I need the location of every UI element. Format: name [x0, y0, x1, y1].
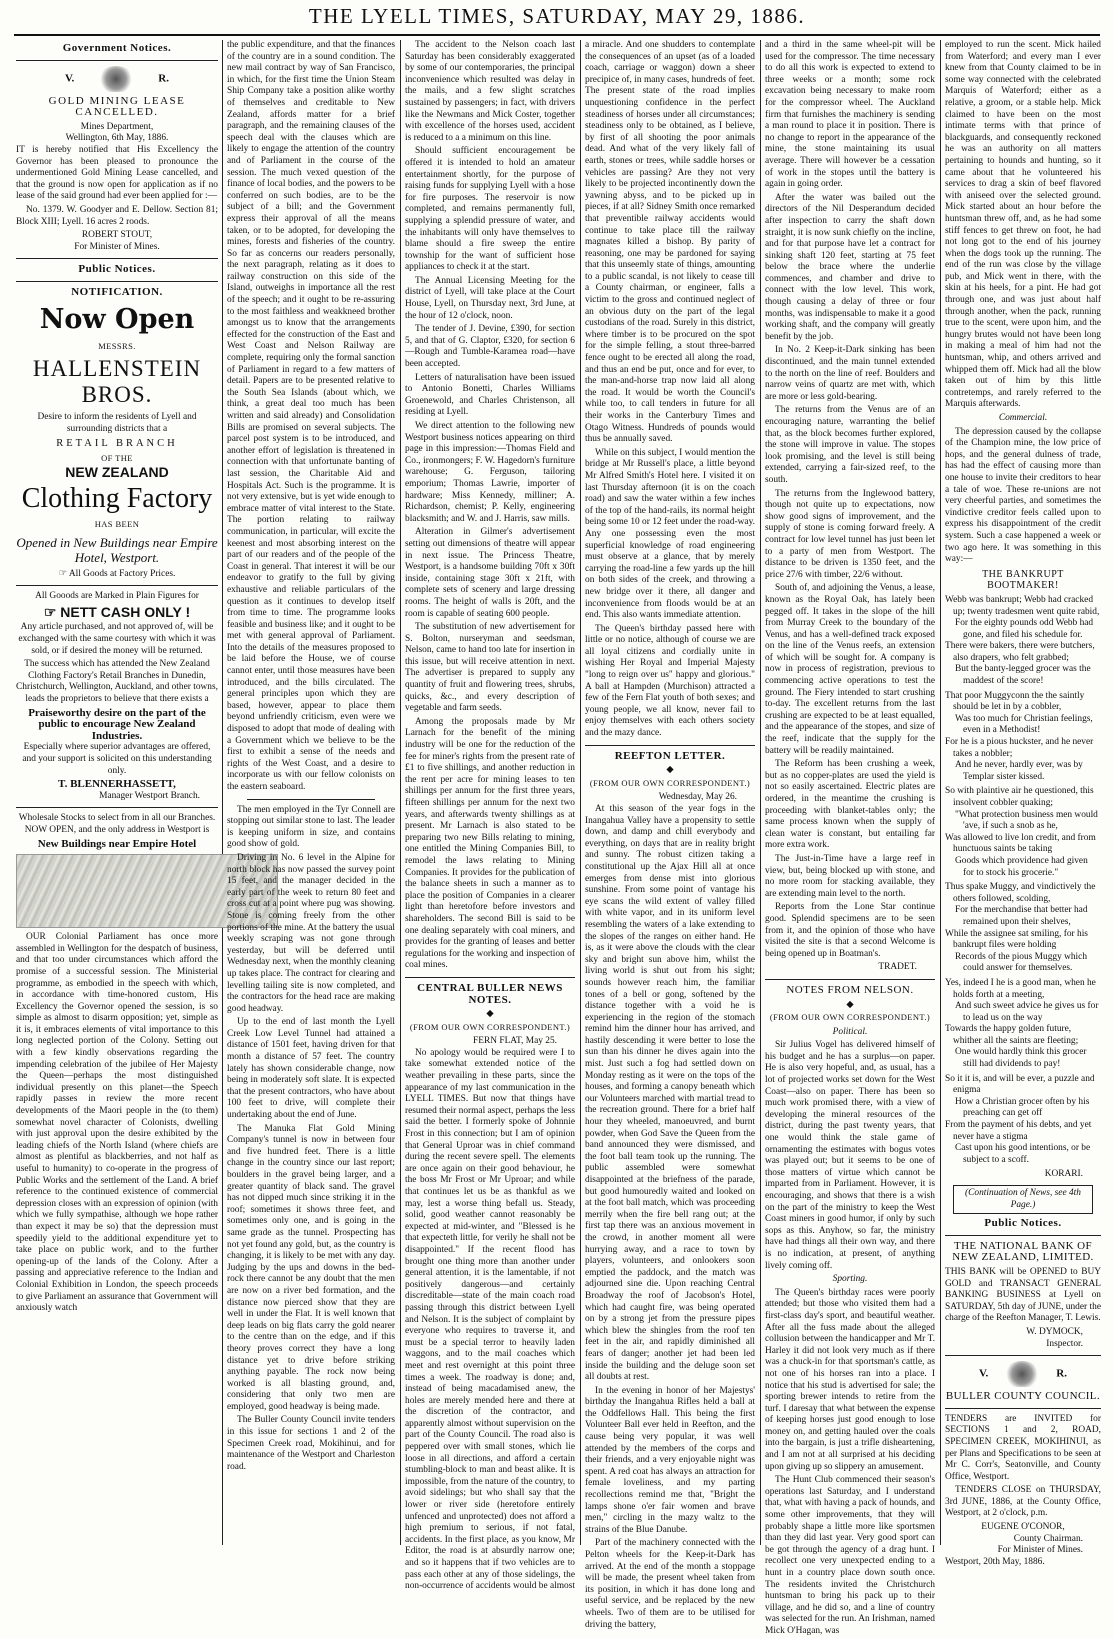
- mines-dept: Mines Department,: [80, 121, 154, 132]
- bank-heading: THE NATIONAL BANK OF NEW ZEALAND, LIMITED.: [952, 1239, 1094, 1264]
- royal-crest: [16, 66, 218, 92]
- government-notices-header: Government Notices.: [62, 42, 172, 54]
- crest-letter-v: V.: [979, 1367, 989, 1380]
- tyr-connell-item: The men employed in the Tyr Connell are stopping out similar stone to last. The leader is keeping uniform in size, and contains good show of gold.: [227, 804, 395, 850]
- royal-crest-2: [945, 1361, 1101, 1387]
- poem-line: While the assignee sat smiling, for his bankrupt files were holding: [945, 928, 1088, 951]
- praiseworthy-text: Praiseworthy desire on the part of the public to encourage New Zealand Industries.: [28, 706, 206, 742]
- chairman-date: Westport, 20th May, 1886.: [945, 1556, 1045, 1567]
- manager-name: T. BLENNERHASSETT,: [58, 778, 176, 791]
- hunt-body: The Hunt Club commenced their season's operations last Saturday, and I understand that, what with having a pack of hounds, and some other improvements, that they will probably shape a little more like sportsmen than they did last year. Very good sport can be got through the agency of a drag hunt. I recollect one very unexpected ending to a hunt in a country place down south once. The residents invited the Christchurch huntsman to bring his pack up to their village, and he did so, and a line of country was selected for the run. An Irishman, named Mick O'Hagan, was: [765, 1475, 935, 1636]
- column-rule: [760, 40, 761, 1545]
- column-5: [765, 40, 935, 1636]
- poem-line: Was allowed to live lon credit, and from hunctuous saints be taking: [945, 832, 1096, 855]
- has-been-label: HAS BEEN: [94, 519, 140, 530]
- column-1: [16, 40, 218, 1545]
- poem-line: How a Christian grocer often by his preaching can get off: [955, 1096, 1090, 1119]
- central-buller-continued: a miracle. And one shudders to contemplate the consequences of an upset (as of a loaded coach, carriage or waggon) down a sheer precipice of, in many cases, hundreds of feet. The present state of the road implies unquestioning confidence in the perfect steadiness of horses under all circumstances; steadiness only to be obtained, as I believe, by first of all shooting the poor animals dead. And what of the very likely fall of earth, stones or trees, while saddle horses or vehicles are passing? Are they not very likely to be projected incontinently down the yawning abyss, and to be picked up in pieces, if at all? Sidney Smith once remarked that preventible railway accidents would continue to take place till the railway magnates killed a bishop. By parity of reasoning, one may be pardoned for saying that this unseemly state of things, amounting to a public scandal, is not likely to cease till a County chairman, or engineer, falls a victim to the gross and continued neglect of an obvious duty on the part of the legal custodians of the road. Surely in this district, where timber is to be procured on the spot for the simple felling, a stout three-barred fence ought to be erected all along the road, and thus an end be put, once and for ever, to the man-and-horse trap now laid all along the road. It would be worth the Council's while too, to call tenders in future for all their works in the Canterbury Times and Otago Witness. Hundreds of pounds would thus be annually saved.: [585, 40, 755, 445]
- divider: [16, 807, 218, 808]
- chairman-name: EUGENE O'CONOR,: [981, 1522, 1065, 1533]
- new-zealand-heading: NEW ZEALAND: [65, 464, 169, 481]
- council-heading: BULLER COUNTY COUNCIL.: [945, 1390, 1101, 1403]
- divider: [405, 977, 575, 978]
- manager-title: Manager Westport Branch.: [99, 790, 200, 801]
- nelson-heading: NOTES FROM NELSON.: [786, 983, 914, 996]
- masthead: THE LYELL TIMES, SATURDAY, MAY 29, 1886.: [308, 4, 806, 28]
- tenders-body: TENDERS are INVITED for SECTIONS 1 and 2, ROAD, SPECIMEN CREEK, MOKIHINUI, as per Plans and Specifications to be seen at Mr C. Corr's, Seatonville, and County Office, Westport.: [945, 1413, 1101, 1482]
- returns-policy: Any article purchased, and not approved of, will be exchanged with the same courtesy with which it was sold, or if desired the money will be returned.: [18, 622, 216, 656]
- poem-line: That poor Muggyconn the the saintly should be let in by a cobbler,: [945, 690, 1085, 713]
- ornament: ◆: [666, 765, 674, 776]
- poem-line: Records of the pious Muggy which could answer for themselves.: [955, 951, 1088, 974]
- masthead-rule: [14, 34, 1100, 36]
- column-4: [585, 40, 755, 1630]
- crest-icon: [98, 66, 134, 92]
- bank-signatory: W. DYMOCK,: [1026, 1326, 1083, 1337]
- poem-line: But the banty-legged grocer was the maddest of the score!: [955, 664, 1091, 687]
- column-rule: [580, 40, 581, 1545]
- gold-lease-title: GOLD MINING LEASE CANCELLED.: [48, 94, 186, 119]
- column-6: [945, 40, 1101, 1567]
- reefton-heading: REEFTON LETTER.: [614, 749, 726, 762]
- nelson-coach-item: The accident to the Nelson coach last Saturday has been considerably exaggerated by some of our contemporaries, the principal inconvenience which resulted was delay in the mails, and a few slight scratches sustained by passengers; in fact, with drivers like the Newmans and Mick Coster, together with excellence of the horses used, accident is reduced to a a minimum on this line.: [405, 40, 575, 143]
- poem-line: From the payment of his debts, and yet never have a stigma: [945, 1120, 1092, 1142]
- chairman-title: County Chairman.: [1013, 1533, 1083, 1544]
- central-buller-dateline: FERN FLAT, May 25.: [473, 1036, 557, 1047]
- reefton-body: At this season of the year fogs in the Inangahua Valley have a propensity to settle down, and damp and chill everybody and everything, on days that are in reality bright and sunny. The robust citizen taking a constitutional up the Ajax Hill all at once emerges from dense mist into glorious sunshine. From some point of vantage his eye scans the wild extent of valley filled with white vapor, and in its uniform level resembling the waters of a lake extending to the slopes of the ranges on either hand. He is, as it were above the clouds with the clear sky and bright sun above him, whilst the living world is shut out from his sight; sounds however reach him, the familiar tones of a bell or gong, softened by the distance together with a void he is experiencing in the region of the stomach remind him the dinner hour has arrived, and hastily descending it were better to lose the sun than his dinner he dives again into the mist. Just such a fog had settled down on Monday resting as it were on the tops of the houses, and forming a canopy beneath which our Volunteers marched with martial tread to the recreation ground. There for a brief half hour they wheeled, manoeuvred, and burnt powder, when God Save the Queen from the band announced they were dismissed, and the foot ball team took up the running. The public assembled were somewhat disappointed at the briefness of the parade, but good humouredly waited and looked on at the foot ball match, which was proceeding merrily when the fire bell rang out; at the first tap there was an anxious movement in the crowd, in another moment all were hurrying away, and a race to town by players, volunteers, and onlookers soon emptied the paddock, and the match was adjourned sine die. Upon reaching Central Broadway the roof of Jacobson's Hotel, which had caught fire, was being operated on by a strong jet from the pressure pipes which blew the shingles from the roof ten feet in the air, and rapidly diminished all fears of danger; another jet had been led inside the building and the deluge soon set all doubts at rest.: [585, 804, 755, 1383]
- reefton-dateline: Wednesday, May 26.: [658, 792, 737, 803]
- tender-accepted-item: The tender of J. Devine, £390, for section 5, and that of G. Claptor, £320, for section 6—Rough and Tumble-Karamea road—have been accepted.: [405, 324, 575, 370]
- poem-line: Webb was bankrupt; Webb had cracked up; twenty tradesmen went quite rabid,: [945, 594, 1100, 617]
- divider: [16, 585, 218, 586]
- royal-oak-item: South of, and adjoining the Venus, a lease, known as the Royal Oak, has lately been pegged off. It takes in the slope of the hill from Murray Creek to the boundary of the Venus, and has a well-defined track exposed on the line of the Venus reefs, an extension of which will be sought for. A company is now in process of registration, previous to commencing active operations to test the ground. The Fiery intended to start crushing to-day. The excellent returns from the last crushing are expected to be at least equalled, and the appearance of the stopes, and size of the reef, indicate that the supply for the battery will be readily maintained.: [765, 583, 935, 756]
- clothing-factory-heading: Clothing Factory: [21, 483, 213, 515]
- inglewood-item: The returns from the Inglewood battery, though not quite up to expectations, now show good signs of improvement, and the supply of stone is coming forward freely. A contract for low level tunnel has just been let to a party of men from Westport. The distance to be driven is 1350 feet, and the price 27/6 with timber, 22/6 without.: [765, 488, 935, 580]
- fire-hose-item: Should sufficient encouragement be offered it is intended to hold an amateur entertainment shortly, for the purpose of raising funds for supplying Lyell with a hose for fire purposes. The reservoir is now completed, and remains permanently full, supplying a splendid pressure of water, and the inhabitants will only have themselves to blame should a fire sweep the entire township for the want of sufficient hose appliances to check it at the start.: [405, 146, 575, 273]
- central-buller-body: No apology would be required were I to take somewhat extended notice of the weather prevailing in these parts, since the appearance of my last communication in the LYELL TIMES. But now that things have resumed their normal aspect, perhaps the less said the better. I formerly spoke of Johnnie Frost in this connection; but I am of opinion that General Uproar was in chief command during the recent severe spell. The elements are once again on their good behaviour, he the boss Mr Frost or Mr Uproar; and while that continues let us be as thankful as we may, lest a worse thing befall us. Steady, solid, good weather cannot reasonably be expected at mid-winter, and "Blessed is he that expecteth little, for verily he shall not be disappointed." If the recent flood has brought one thing more than another under general attention, it is the lamentable, if not positively dangerous—and certainly discreditable—state of the main coach road passing through this district between Lyell and Nelson. It is the subject of complaint by everyone who requires to traverse it, and must be a special terror to heavily laden waggons, and to the mail coaches which meet and rest overnight at this point three times a week. The roadway is done; and, instead of being macadamised anew, the holes are merely mended here and there at the discretion of the contractor, and apparently almost without supervision on the part of the County Council. The road also is peppered over with small stones, which lie loose in all directions, and afford a certain stumbling-block to man and beast alike. It is impossible, from the nature of the country, to avoid sidelings; but who shall say that the lower or river side (heretofore entirely unfenced and unprotected) does not afford a high premium to serious, if not fatal, accidents. In the first place, as you know, Mr Editor, the road is at absurdly narrow one; and so it happens that if two vehicles are to pass each other at any of those sidelings, the non-occurrence of accidents would be almost: [405, 1047, 575, 1592]
- divider: [16, 60, 218, 61]
- crest-letter-r: R.: [1056, 1367, 1067, 1380]
- of-the-label: OF THE: [101, 452, 133, 463]
- signatory-title: For Minister of Mines.: [74, 241, 160, 252]
- reefton-continued: and a third in the same wheel-pit will be used for the compressor. The time necessary to do all this work is expected to extend to three weeks or a month; some rock excavation being necessary to make room for the compressor wheel. The Auckland firm that furnishes the machinery is sending a man round to place it in position. There is no change to report in the appearance of the mine, the stone maintaining its usual average. There will however be a cessation of work in the stopes until the battery is again in going order.: [765, 40, 935, 190]
- crest-letter-r: R.: [158, 72, 169, 85]
- messrs-label: MESSRS.: [98, 340, 136, 351]
- poem-line: And he never, hardly ever, was by Templar sister kissed.: [955, 760, 1083, 782]
- reform-item: The Reform has been crushing a week, but as no copper-plates are used the yield is not so easily ascertained. Electric plates are ordered, in the meantime the crushing is proceeding with blanket-tables only; the same process known when the supply of clean water is constant, but entailing far more extra work.: [765, 759, 935, 851]
- central-buller-heading: CENTRAL BULLER NEWS NOTES.: [417, 981, 563, 1006]
- poem-line: And such sweet advice he gives us for to lead us on the way: [955, 1001, 1099, 1023]
- divider: [16, 281, 218, 282]
- poem-line: Goods which providence had given for to stock his grocerie.": [955, 855, 1088, 878]
- column-3: [405, 40, 575, 1592]
- poem-line: For the merchandise that better had remained upon their shelves,: [955, 905, 1088, 927]
- bank-body: THIS BANK will be OPENED to BUY GOLD and TRANSACT GENERAL BANKING BUSINESS at Lyell on SATURDAY, 5th day of JUNE, under the charge of the Reefton Manager, T. Lewis.: [945, 1266, 1101, 1324]
- gold-lease-body: IT is hereby notified that His Excellency the Governor has been pleased to pronounce the undermentioned Gold Mining Lease cancelled, and that the ground is now open for application as if no lease of the said ground had ever been applied for :—: [16, 144, 218, 202]
- tenders-close: TENDERS CLOSE on THURSDAY, 3rd JUNE, 1886, at the County Office, Westport, at 2 o'clock, p.m.: [945, 1485, 1101, 1519]
- birthday-item: The Queen's birthday passed here with little or no notice, although of course we are all loyal citizens and cordially unite in wishing Her Royal and Imperial Majesty "long to reign over us" happy and glorious." A ball at Hampden (Murchison) attracted a few of the Fern Flat youth of both sexes; and young people, we all know, never fail to enjoy themselves with each others society and the mazy dance.: [585, 623, 755, 739]
- nurseryman-item: The substitution of new advertisement for S. Bolton, nurseryman and seedsman, Nelson, came to hand too late for insertion in this issue, but will receive attention in next. The advertiser is prepared to supply any quantity of fruit and flowering trees, shrubs, quicks, &c., and every description of vegetable and farm seeds.: [405, 622, 575, 714]
- poem-line: "What protection business men would 'ave, if such a snob as he,: [955, 809, 1098, 832]
- opened-text: Opened in New Buildings near Empire Hotel, Westport.: [16, 534, 218, 565]
- commercial-subhead: Commercial.: [998, 413, 1048, 423]
- now-open-heading: Now Open: [39, 303, 195, 335]
- poem-line: So it it is, and will be ever, a puzzle and enigma: [945, 1073, 1095, 1096]
- factory-prices-text: All Goods at Factory Prices.: [68, 568, 176, 579]
- divider: [765, 979, 935, 980]
- poem-line: Towards the happy golden future, whither all the saints are fleeting;: [945, 1024, 1079, 1046]
- retail-branch: RETAIL BRANCH: [56, 438, 178, 450]
- column-2: [227, 40, 395, 1545]
- reefton-byline: (FROM OUR OWN CORRESPONDENT.): [589, 777, 751, 788]
- bridge-item: While on this subject, I would mention the bridge at Mr Russell's place, a little beyond Mr Alfred Smith's Hotel here. I visited it on last Thursday afternoon (it is on the coach road) and saw the water within a few inches of the top of the hand-rails, its normal height being some 10 or 12 feet under the road-way. Any one possessing even the most superficial knowledge of road engineering must observe at a glance, that by merely carrying the road-line a few yards up the hill on both sides of the creek, and throwing a new bridge over it there, all danger and inconvenience from floods would be at an end. This also wants immediate attention.: [585, 447, 755, 621]
- council-tender-item: The Buller County Council invite tenders in this issue for sections 1 and 2 of the Specimen Creek road, Mokihinui, and for maintenance of the Westport and Charleston road.: [227, 1415, 395, 1472]
- crest-letter-v: V.: [65, 72, 75, 85]
- poem-line: For he is a pious huckster, and he never takes a nobbler;: [945, 737, 1094, 759]
- alpine-item: Driving in No. 6 level in the Alpine for north block has now passed the survey point 15 feet, and the manager decided in the early part of the week to return 80 feet and cross cut at a point where pug was showing. Stone is coming freely from the other portions of the mine. At the battery the usual weekly scraping was not gone through yesterday, but will be deferred until Wednesday next, when the monthly cleaning up takes place. The contract for clearing and levelling tailing site is now completed, and the contractors for the head race are making good headway.: [227, 852, 395, 1014]
- nett-cash-text: NETT CASH ONLY !: [60, 603, 191, 620]
- central-buller-byline: (FROM OUR OWN CORRESPONDENT.): [409, 1021, 571, 1032]
- wholesale-text: Wholesale Stocks to select from in all our Branches. NOW OPEN, and the only address in Westport is: [18, 813, 216, 835]
- hunt-continued: employed to run the scent. Mick hailed from Waterford; and every man I ever knew from that County claimed to be in some way connected with the celebrated Marquis of Waterford; either as a relative, a groom, or a stable help. Mick claimed to have been on the most intimate terms with that prince of blackguards, and consequently reckoned he was an authority on all matters pertaining to hounds and hunting, so it came about that he volunteered his services to drag a skin of beef flavored with aniseed over the selected ground. Mick started about an hour before the huntsman threw off, and, as he had some stiff fences to get threw on foot, he had not long got to the end of his journey when the dogs took up the running. The end of the run was close by the village pub, and Mick went in there, with the skin at his heels, for a pint. He had got through one, and was just about half through another, when the pack, running true to the scent, were upon him, and the hungry brutes would not have been long in making a meal of him had not the huntsman, whip, and others arrived and whipped them off. Mick had all the blow taken out of him by this little contretemps, and rarely referred to the Marquis afterwards.: [945, 40, 1101, 410]
- poem-line: Was too much for Christian feelings, even in a Methodist!: [955, 713, 1093, 736]
- column-rule: [400, 40, 401, 1545]
- bankrupt-poem: [945, 595, 1101, 1170]
- bank-signatory-title: Inspector.: [1046, 1338, 1083, 1349]
- column-rule: [940, 40, 941, 1545]
- nil-desperandum-item: After the water was bailed out the directors of the Nil Desperandum decided after inspection to carry the shaft down straight, it is now sunk chiefly on the incline, and for that purpose have let a contract for sinking shaft 120 feet, starting at 75 feet below the brace where the underlie commences, and chamber and drive to connect with the low level. This work, though causing a delay of three or four months, was indispensable to make it a good working shaft, and the company will greatly benefit by the job.: [765, 192, 935, 342]
- public-notices-header-2: Public Notices.: [984, 1217, 1062, 1230]
- divider: [945, 1408, 1101, 1409]
- reefton-ball: In the evening in honor of her Majestys' birthday the Inangahua Rifles held a ball at the Oddfellows Hall. This being the first Volunteer Ball ever held in Reefton, and the cause being very popular, it was well attended by the members of the corps and their friends, and a very enjoyable night was spent. A red coat has always an attraction for female loveliness, and my parting recollections remind me that, "Bright the lamps shone o'er fair women and brave men," circling in the mazy waltz to the strains of the Blue Danube.: [585, 1385, 755, 1535]
- pointing-hand-icon: ☞: [43, 603, 57, 620]
- divider: [247, 799, 375, 800]
- ornament: ◆: [486, 1009, 494, 1020]
- bankrupt-poem-title: THE BANKRUPT BOOTMAKER!: [982, 568, 1064, 592]
- nett-cash-line: [16, 603, 218, 620]
- signatory: ROBERT STOUT,: [81, 230, 153, 241]
- business-notices-item: We direct attention to the following new Westport business notices appearing on third page in this impression:—Thomas Field and Co., ironmongers; F. W. Hagedorn's furniture warehouse; G. Ferguson, tailoring emporium; Thomas Lawrie, importer of hardware; Miss Kennedy, milliner; A. Richardson, chemist; P. Kelly, engineering blacksmith; and W. and J. Harris, saw mills.: [405, 421, 575, 524]
- venus-item: The returns from the Venus are of an encouraging nature, warranting the belief that, as the block becomes further explored, the stone will improve in value. The stopes look promising, and the level is still being extended, carrying a fair-sized reef, to the south.: [765, 405, 935, 485]
- gold-lease-item: No. 1379. W. Goodyer and E. Dellow. Section 81; Block XIII; Lyell. 16 acres 2 roods.: [16, 204, 218, 227]
- theatre-item: Alteration in Gilmer's advertisement setting out dimensions of theatre will appear in next issue. The Princess Theatre, Westport, is a handsome building 70ft x 30ft inside, containing stage 30ft x 21ft, with complete sets of scenery and large dressing rooms. The height of walls is 20ft, and the room is capable of seating 600 people.: [405, 527, 575, 619]
- naturalisation-item: Letters of naturalisation have been issued to Antonio Bonetti, Charles Williams Groenewold, and Charles Christenson, all residing at Lyell.: [405, 372, 575, 418]
- column-rule: [222, 40, 223, 1545]
- marked-text: All Gooods are Marked in Plain Figures for: [35, 591, 199, 602]
- lyell-creek-item: Up to the end of last month the Lyell Creek Low Level Tunnel had attained a distance of 1501 feet, having driven for that month a distance of 57 feet. The country lately has shown considerable change, now being in moderately soft slate. It is expected that the present contractors, who have about 100 feet to drive, will complete their undertaking about the end of June.: [227, 1017, 395, 1121]
- poem-line: One would hardly think this grocer still had dividends to pay!: [955, 1047, 1087, 1070]
- divider: [945, 1355, 1101, 1356]
- sporting-body: The Queen's birthday races were poorly attended; but those who visited them had a first-class day's sport, and beautiful weather. After all the fuss made about the alleged collusion between the handicapper and Mr T. Harley it did not look very much as if there was a chuck-in for that sportsman's cattle, as not one of his horses ran into a place. I notice that his stud is advertised for sale; the sporting brewer intends to retire from the turf. I daresay that what between the expense of keeping horses just good enough to lose money on, and getting hauled over the coals into the bargain, is just a trifle disheartening, and I am not at all surprised at his deciding upon giving up so slippery an amusement.: [765, 1287, 935, 1472]
- political-subhead: Political.: [832, 1026, 868, 1037]
- notification-heading: NOTIFICATION.: [71, 285, 163, 298]
- divider: [585, 745, 755, 746]
- chairman-title-2: For Minister of Mines.: [997, 1545, 1083, 1556]
- divider: [945, 1235, 1101, 1236]
- lone-star-item: Reports from the Lone Star continue good. Splendid specimens are to be seen from it, and the opinion of those who have visited the site is that a second Welcome is being opened up in Boatman's.: [765, 902, 935, 959]
- pointing-hand-icon: ☞: [58, 568, 68, 579]
- poem-line: So with plaintive air he questioned, this insolvent cobbler quaking;: [945, 786, 1094, 808]
- poem-line: There were bakers, there were butchers, also drapers, who felt grabbed;: [945, 641, 1095, 663]
- poem-line: For the eighty pounds odd Webb had gone, and filed his schedule for.: [955, 618, 1094, 640]
- commercial-body: The depression caused by the collapse of the Champion mine, the low price of hops, and the general dulness of trade, has had the effect of causing more than one house to invite their creditors to hear a tale of woe. These re-unions are not very cheerful parties, and sometimes the vindictive creditor feels called upon to express his disappointment of the credit system. Such a case happened a week or two ago here. It was something in this way:—: [945, 426, 1101, 565]
- parliament-editorial: OUR Colonial Parliament has once more assembled in Wellington for the despatch of business, and that too under circumstances which afford the promise of a successful session. The Ministerial programme, as embodied in the speech with which, in accordance with time-honored custom, His Excellency the Governor opened the session, is so simple as almost to disarm opposition; yet, simple as it is, it embraces elements of vital importance to this long neglected portion of the Colony. Setting out with a few kindly observations regarding the impending celebration of the jubilee of Her Majesty the Queen—perhaps the most distinguished individual presently on this planet—the Speech rapidly passes in review the more recent developments of the Maori people in the (to them) somewhat novel character of Colonists, dwelling with just approval upon the desire exhibited by the leading chiefs of the North Island (where chiefs are almost as plentiful as blackberries, and not half as useful to humanity) to co-operate in the progress of Public Works and the settlement of the Land. A brief reference to the continued existence of commercial depression closes with an expression of opinion (with which we fully sympathise, although we hope rather than expect it may be so) that the depression must speedily yield to the additional expenditure yet to take place on public work, and to the further opening-up of the lands of the Colony. After a passing and appreciative reference to the Indian and Colonial Exhibition in London, the speech proceeds to give Parliament an assurance that Government will anxiously watch: [16, 932, 218, 1314]
- ornament: ◆: [846, 999, 854, 1010]
- editorial-continued: the public expenditure, and that the finances of the country are in a sound condition. The new mail contract by way of San Francisco, in which, for the first time the Union Steam Ship Company take a position alike worthy of themselves and creditable to New Zealand, affords matter for a brief paragraph, and the remaining clauses of the speech deal with the clauses which are likely to engage the attention of the country and of Parliament in the course of the session. The much vexed question of the finance of local bodies, and the powers to be conferred on such bodies, are to be the subject of a bill; and the Government express their approval of all the means taken, or to be adopted, for developing the mines, forests and fisheries of the country. So far as concerns our readers personally, the next paragraph, relating as it does to railway construction on this side of the Island, outweighs in importance all the rest of the speech; and it ought to be re-assuring to the most faithless and weakkneed brother amongst us to know that the arrangements effected for the construction of the East and West Coast and Nelson Railway are complete, requiring only the formal sanction of Parliament in regard to a few matters of detail. Papers are to be presented relative to the South Sea Islands (about which, we think, a great deal too much has been written and said already) and Consolidation Bills are promised on several subjects. The parcel post system is to be introduced, and another effort of legislation is threatened in connection with that unfortunate banting of last session, the Charitable Aid and Hospitals Act. Such is the programme. It is not very extensive, but is yet wide enough to embrace matter of vital interest to the State. The portion relating to railway communication, in particular, will excite the keenest and most absorbing interest on the part of our readers and of the people of the Coast in general. That interest it will be our endeavor to gratify to the full by giving exhaustive and reliable particulars of the question as it continues to develop itself from time to time. The programme looks feasible and business like; and it ought to be met with general approval of Parliament. Into the details of the measures proposed to be laid before the House, we of course cannot enter, until those measures have been introduced, and the bills circulated. The general principles upon which they are based, however, appear to place them beyond unfriendly criticism, even were we disposed to adopt that mode of dealing with a Government which we believe to be the first to exhibit a sense of the needs and rights of the West Coast, and a desire to incorporate us with our fellow colonists on the eastern seaboard.: [227, 40, 395, 792]
- poem-signature: KORARI.: [1044, 1169, 1083, 1180]
- new-buildings-heading: New Buildings near Empire Hotel: [37, 837, 197, 850]
- correspondent-signature: TRADET.: [878, 962, 917, 973]
- manuka-flat-item: The Manuka Flat Gold Mining Company's tunnel is now in between four and five hundred feet. There is a little change in the country since our last report; boulders in the gravel being larger, and a greater quantity of black sand. The gravel has not dipped much since striking it in the roof; sometimes it shows three feet, and sometimes only one, and is going in the same grade as the tunnel. Prospecting has not yet found any gold, but, as the country is changing, it is likely to be met with any day. Judging by the ups and downs in the bed-rock there cannot be any doubt that the men are now on a river bed formation, and the distance now pierced show that they are well in under the Flat. It is well known that deep leads on big flats carry the gold nearer to the centre than on the edge, and if this theory proves correct they have a long distance yet to drive before striking anything payable. The rock now being worked is all blasting ground, and, considering that only two men are employed, good headway is being made.: [227, 1123, 395, 1412]
- especially-text: Especially where superior advantages are offered, and your support is solicited on this understanding only.: [22, 742, 212, 776]
- success-text: The success which has attended the New Zealand Clothing Factory's Retail Branches in Dunedin, Christchurch, Wellington, Auckland, and other towns, leads the proprietors to believe that there exists a: [16, 659, 218, 704]
- crest-icon: [1004, 1361, 1040, 1387]
- divider: [16, 258, 218, 259]
- hallenstein-heading: HALLENSTEIN BROS.: [32, 356, 202, 408]
- sporting-subhead: Sporting.: [832, 1274, 868, 1285]
- keep-it-dark-item: In No. 2 Keep-it-Dark sinking has been discontinued, and the main tunnel extended to the north on the line of reef. Boulders and narrow veins of quartz are met with, which are more or less gold-bearing.: [765, 345, 935, 402]
- factory-prices: [16, 569, 218, 581]
- political-body: Sir Julius Vogel has delivered himself of his budget and he has a surplus—on paper. He is also very hopeful, and, as usual, has a lot of projected works set down for the West Coast—also on paper. There has been so much work promised there, with a view of developing the mineral resources of the district, during the past twenty years, that one would think the stale game of ornamenting the estimates with bogus votes was played out; but it seems to be one of those matters of virtue which cannot be imparted from in Parliament. However, it is encouraging, and shows that there is a wish on the part of the ministry to keep the West Coast miners in good humor, if only by such sops as this. Anyhow, so far, the ministry have had things all their own way, and there is no indication, at present, of anything lively coming off.: [765, 1040, 935, 1271]
- licensing-item: The Annual Licensing Meeting for the district of Lyell, will take place at the Court House, Lyell, on Thursday next, 3rd June, at the hour of 12 o'clock, noon.: [405, 275, 575, 321]
- public-notices-header: Public Notices.: [78, 263, 156, 276]
- poem-line: Yes, indeed I he is a good man, when he holds forth at a meeting,: [945, 977, 1096, 1000]
- poem-line: Thus spake Muggy, and vindictively the others followed, scolding,: [945, 882, 1096, 904]
- reefton-machinery: Part of the machinery connected with the Pelton wheels for the Keep-it-Dark has arrived. At the end of the month a stoppage will be made, the present wheel taken from its position, in which it has done long and useful service, and be replaced by the new wheels. Two of them are to be utilised for driving the battery,: [585, 1538, 755, 1630]
- continuation-note: (Continuation of News, see 4th Page.): [953, 1185, 1093, 1214]
- just-in-time-item: The Just-in-Time have a large reef in view, but, being blocked up with stone, and no more room for stacking available, they are extending main level to the north.: [765, 853, 935, 899]
- nelson-byline: (FROM OUR OWN CORRESPONDENT.): [769, 1012, 931, 1023]
- desire-text: Desire to inform the residents of Lyell and surrounding districts that a: [37, 412, 197, 434]
- poem-line: Cast upon his good intentions, or be subject to a scoff.: [955, 1143, 1091, 1165]
- mines-dept-date: Wellington, 6th May, 1886.: [65, 133, 169, 144]
- larnach-item: Among the proposals made by Mr Larnach for the benefit of the mining industry will be one for the reduction of the fee for miner's rights from the present rate of £1 to five shillings, and another reduction in the rent per acre for mining leases to ten shillings per annum for the first three years, fifteen shillings per annum for the next two years, and afterwards twenty shillings as at present. Mr Larnach is also stated to be preparing two new Bills relating to mining, one entitled the Mining Companies Bill, to remodel the laws relating to Mining Companies. It provides for the publication of the balance sheets in such a manner as to place the position of Companies in a clearer light than heretofore before investors and shareholders. The second Bill is said to be one dealing separately with coal miners, and provides for the granting of leases and better regulations for the working and inspection of coal mines.: [405, 716, 575, 971]
